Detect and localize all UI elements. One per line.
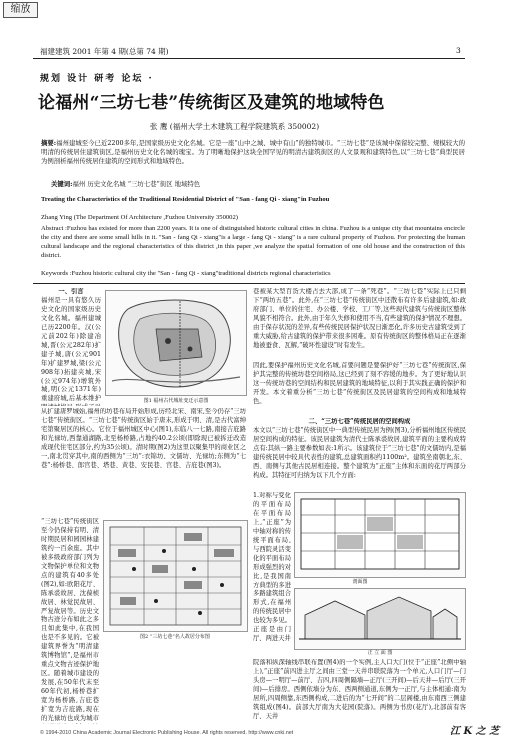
abstract-rule [33, 283, 465, 284]
title-en: Treating the Characteristics of the Traditional Residential District of "San - fang Qi - xiang"in Fuzhou [41, 196, 330, 203]
history-text: 从扩建唐罗城始,福州的坊巷布局开始形成,历经北宋、南宋,至今仍存“三坊七巷”传统街区。“三坊七巷”传统街区始于唐末,形成于明、清,是古代富绅宅第聚居区的核心。它位于福州城区中心(图1),东临八一七路,南接吉庇路和光禄坊,西靠通湖路,北至杨桥路,占地约40.2公顷(即除现已被拆迁改造成现代住宅区部分,约为35公顷)。清时期(图2)为这里以聚集甲的商业区之一,南北贯穿其中,南的西侧为“三坊”:衣锦坊、文儒坊、光禄坊;东侧为“七巷”:杨桥巷、郎官巷、塔巷、黄巷、安民巷、宫巷、吉庇巷(图3)。 [41, 408, 246, 469]
header-rule [33, 58, 465, 59]
page-number: 3 [456, 46, 461, 55]
spatial-text: 本文以“三坊七巷”传统街区中一典型传统民居为例(图3),分析福州地区传统民居空间构成的特征。该民居建筑为清代士陈承裘故居,建筑平面的主要构成特点有:其纵一路主要参数如表:1所示。该建筑位于“三坊七巷”的文儒坊内,是福建传统民居中较具代表性的建筑,总建筑面积约1100m²。建筑坐南朝北,东、西、南侧与其他古民居相连接。整个建筑为“正座”主体和东面的花厅两部分构成。其特征可归纳为以下几个方面: [253, 426, 466, 479]
section-drawing [295, 589, 465, 649]
copyright-footer: © 1994-2010 China Academic Journal Electronic Publishing House. All rights reserved. http://www.cnki.net [40, 730, 294, 736]
purpose-section [253, 362, 466, 416]
figure-1-map [105, 290, 247, 396]
intro-text: 福州是一具有悠久历史文化的国家级历史文化名城。福州建城已历2200年。汉(公元前202年)除建冶城,晋(公元282年)扩建子城,唐(公元901年)扩建罗城,梁(公元908年)拓建夹城,宋(公元974年)增筑外城,明(公元1371年)重建府城,后基本维护 [41, 296, 101, 403]
relics-section [41, 518, 99, 724]
zoom-button[interactable]: 缩放 [3, 2, 38, 18]
handwritten-signature: 江 K 之 芝 [450, 726, 500, 737]
author-en: Zhang Ying (The Department Of Architecture ,Fuzhou University 350002) [41, 214, 238, 221]
relics-text: “三坊七巷”传统街区至今仍保持有明、清时期民居和园园林建筑约一百余座。其中被多级政府部门列为文物保护单位和文物点的建筑有40多处(图2),如:欧阳花厅、陈承裘故居、沈葆桢故居、林觉民故居、严复故居等。历史文物古迹分布如此之多且如此集中,在我国也是不多见的。它被建筑界誉为“明清建筑博物馆”,是福州市重点文物古迹保护地区。随着城市建设的发展,在50年代末至60年代初,杨桥巷扩宽为杨桥路,吉庇巷扩宽为吉庇路,现在的光禄坊也成为城市 [41, 518, 99, 722]
abstract-cn-text: 福州建城至今已近2200多年,是国家级历史文化名城。它是一座“山中之城、城中有山”的独特城市。“三坊七巷”是该城中保留较完整、规模较大的明清的传统居住建筑街区,是福州历史文化名城的瑰宝。为了明晰地保护这块全国罕见的明清古建筑街区的人文景观和建筑特色,以“三坊七巷”典型民居为例剖析福州传统居住建筑的空间形式和地域特色。 [41, 139, 465, 166]
protection-text: 巷被某大型百货大楼占去大部,成了一条“死巷”。“三坊七巷”实际上已只剩下“两坊五巷”。此外,在“三坊七巷”传统街区中还散布有许多后建建筑,如:政府部门、单位的住宅、办公楼、学校、工厂等,这些现代建筑与传统街区整体风貌不相符合。此外,由于年久失修和使用不当,有些建筑的保护情况不理想。由于保存状况的差异,有些传统民居保护状况日渐恶化,许多历史古建筑受到了重大威胁,给古建筑的保护带来很多困难。原有传统街区的整体格局正在逐渐地被蚕食、瓦解,“破坏性建设”时有发生。 [253, 288, 466, 349]
courtyard-text: 院落和纵深轴线串联布置(图4)的一个实例,主人口大门(位于“正座”北侧中轴上),“正座”前四进主厅之间由三堂一天井串联院落为一个单元,人口门厅—门头房—一明厅—前厅、吉四,四周侧隔墙—正厅(三开间)—后天井—后厅(三开间)—后排房。西侧依墙分为东、西两侧通道,东侧为一正厅,与主体相通:南为居所,四周侧靠,东西侧构成,二进后的为“七开间”的二层阁楼,由东南西三侧建筑组成(图4)。前部大厅南为大花园(院落)。两侧为书房(花厅),北部前有客厅、天井 [253, 659, 466, 720]
district-map-illustration [104, 521, 247, 631]
abstract-cn [41, 139, 465, 167]
author-byline: 张 鹰 (福州大学土木建筑工程学院建筑系 350002) [150, 122, 320, 131]
plan-caption: 剖面图 [352, 579, 368, 585]
keywords-cn-text: 福州 历史文化名城 “三坊七巷”街区 地域特色 [72, 180, 201, 188]
intro-heading: 一、引言 [58, 288, 84, 295]
protection-section [253, 288, 466, 359]
keywords-cn [51, 180, 465, 189]
figure-2-caption: 图2 “三坊七巷”名人故居分布图 [140, 634, 210, 640]
spatial-heading: 二、“三坊七巷”传统民居的空间构成 [308, 418, 411, 425]
layout-text: 1.对称与变化的平面布局 在平面布局上,“正座”为中轴对称的传统平面布局,与西院灵活变化的平面布局形成强烈的对比,是我国南方典型的多进多路建筑组合形式,在福州的传统民居中也较为多见。正座是由门厅、两进天井 [253, 492, 291, 643]
figure-3-section [294, 588, 466, 650]
abstract-en: Abstract :Fuzhou has existed for more than 2200 years. It is one of distinguished historic cultural cities in china. Fuzhou is a unique city that mountains encircle the city and there are some small hills in it. "San - fang Qi - xiang"is a large - fang Qi - xiang" is a rare cultural property of Fuzhou. For protecting the human cultural landscape and the regional characteristics of this district ,in this paper ,we analyze the spatial formation of one old house and the construction of this district. [41, 225, 465, 259]
purpose-text: 因此,要保护福州历史文化名城,首要问题是要保护好“三坊七巷”传统街区,保护其完整的传统坊巷空间格局,这已经到了刻不容缓的地步。为了更好地认识这一传统坊巷的空间结构和民居建筑的地域特征,以利于其实践正确的保护和开发。本文着重分析“三坊七巷”传统街区及民居建筑的空间构成和地域特色。 [253, 362, 466, 405]
city-map-illustration [106, 291, 246, 395]
layout-section [253, 492, 291, 670]
courtyard-section [253, 659, 466, 727]
figure-2-map [103, 520, 248, 632]
floor-plan-drawing [295, 493, 465, 577]
history-section [41, 408, 246, 513]
spatial-section [253, 418, 466, 490]
intro-section [41, 288, 101, 406]
figure-1-caption: 图1 福州古代城址变迁示意图 [143, 398, 209, 404]
journal-header: 福建建筑 2001 年第 4 期(总第 74 期) [40, 47, 169, 56]
category-label: 规划 设计 研考 论坛 · [40, 74, 154, 84]
keywords-en: Keywords :Fuzhou historic cultural city the "San - fang Qi - xiang"traditional districts regional characteristics [41, 270, 331, 277]
section-caption: 正 立 面 图 [367, 650, 393, 656]
figure-3-plan [294, 492, 466, 578]
keywords-cn-label: 关键词: [51, 180, 73, 188]
article-title: 论福州“三坊七巷”传统街区及建筑的地域特色 [38, 93, 385, 113]
relics-continued [103, 643, 246, 726]
abstract-cn-label: 摘要: [41, 139, 57, 147]
